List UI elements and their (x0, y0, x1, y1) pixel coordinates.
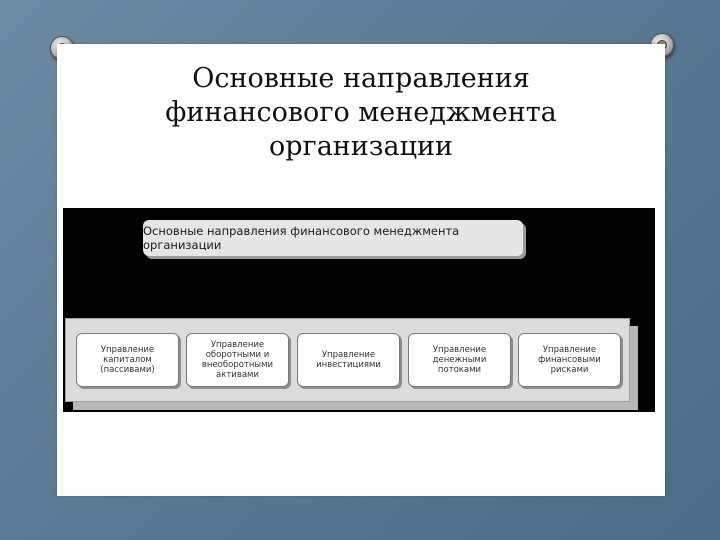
department-box: Управление капиталом (пассивами) (76, 333, 179, 387)
department-box: Управление денежными потоками (408, 333, 511, 387)
slide-title (57, 62, 665, 164)
slide-title-line: Основные направления (192, 63, 530, 94)
department-box: Управление оборотными и внеоборотными активами (186, 333, 289, 387)
slide-title-line: организации (269, 131, 453, 162)
org-diagram (63, 208, 655, 412)
diagram-header-box: Основные направления финансового менеджмента организации (143, 220, 523, 256)
department-box: Управление финансовыми рисками (518, 333, 621, 387)
departments-band (65, 318, 630, 402)
slide-title-line: финансового менеджмента (165, 97, 557, 128)
department-box: Управление инвестициями (297, 333, 400, 387)
